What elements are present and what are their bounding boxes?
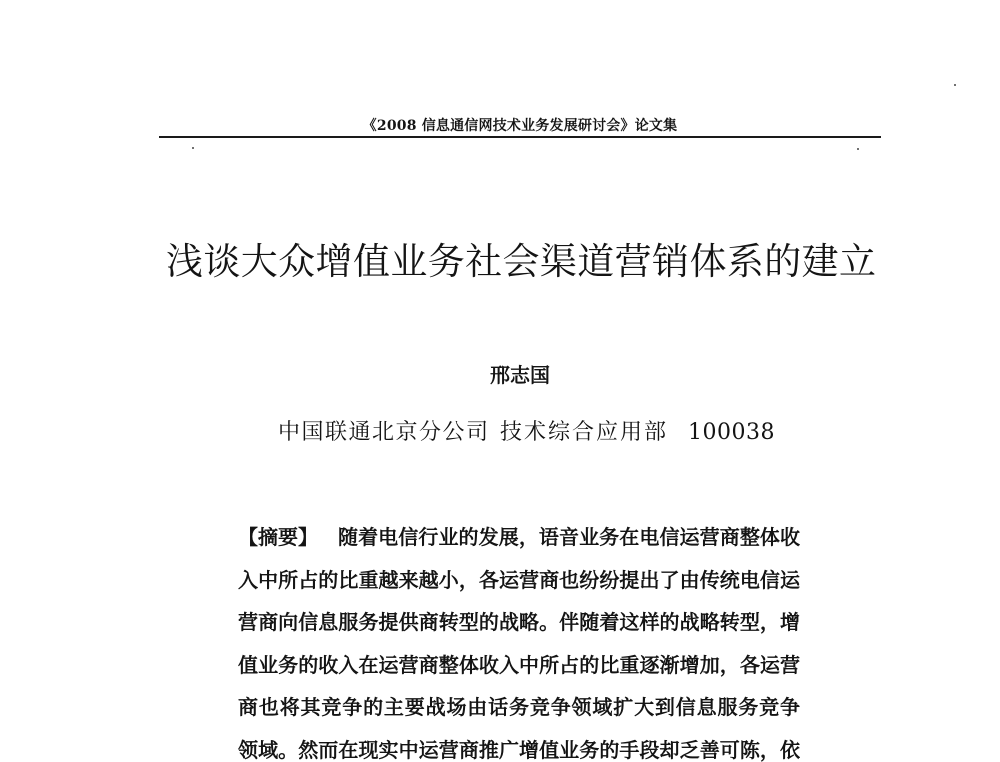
- scan-speck: [857, 148, 859, 150]
- affiliation-department: 技术综合应用部: [500, 420, 666, 445]
- running-header: 《2008 信息通信网技术业务发展研讨会》论文集: [362, 118, 678, 134]
- abstract-line: 领域。然而在现实中运营商推广增值业务的手段却乏善可陈，依: [238, 738, 800, 762]
- scan-speck: [954, 84, 956, 86]
- abstract-line: 值业务的收入在运营商整体收入中所占的比重逐渐增加，各运营: [238, 653, 800, 677]
- abstract-line: 随着电信行业的发展，语音业务在电信运营商整体收: [338, 525, 800, 549]
- paper-title: 浅谈大众增值业务社会渠道营销体系的建立: [166, 240, 876, 283]
- author-name: 邢志国: [490, 363, 550, 387]
- abstract-line: 商也将其竞争的主要战场由话务竞争领域扩大到信息服务竞争: [238, 695, 800, 719]
- header-rule: [159, 136, 881, 138]
- abstract-line: 入中所占的比重越来越小，各运营商也纷纷提出了由传统电信运: [238, 568, 800, 592]
- affiliation-postcode: 100038: [688, 420, 775, 445]
- abstract-line: 营商向信息服务提供商转型的战略。伴随着这样的战略转型，增: [238, 610, 800, 634]
- abstract-label: 【摘要】: [238, 525, 318, 549]
- affiliation-organization: 中国联通北京分公司: [278, 420, 488, 445]
- scan-speck: [192, 147, 194, 149]
